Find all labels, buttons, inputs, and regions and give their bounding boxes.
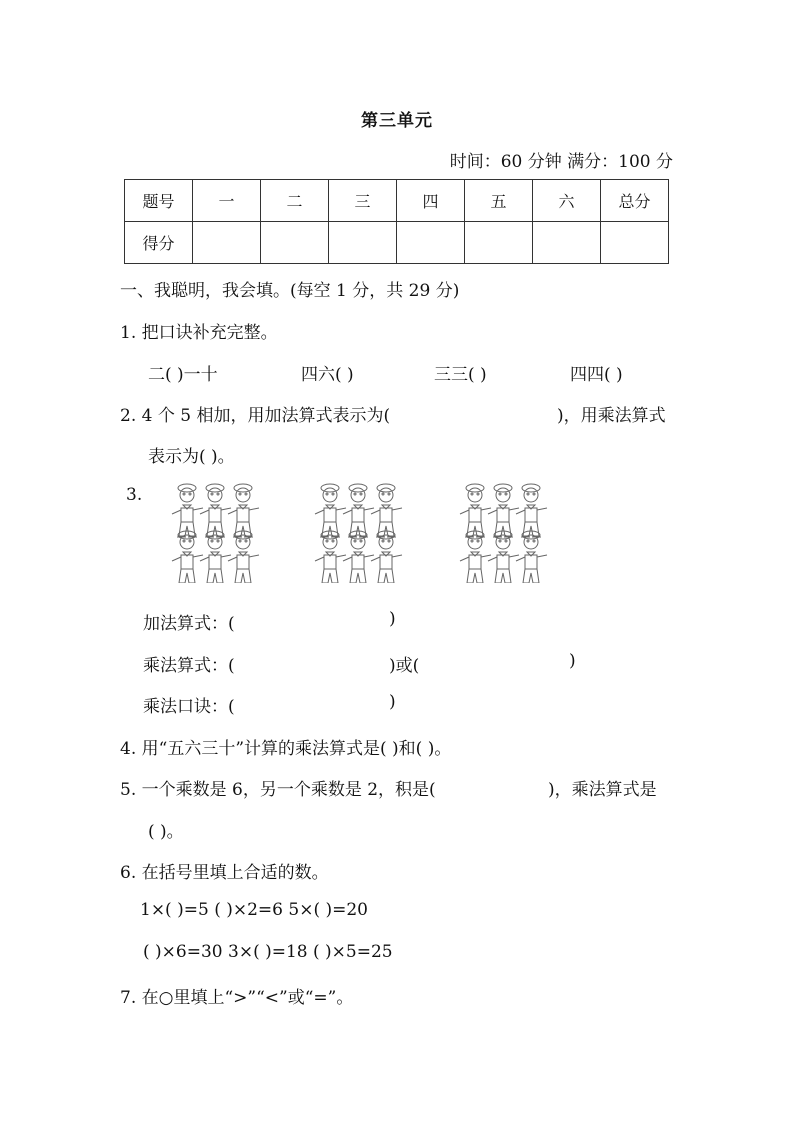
score-header-cell: 一 [193, 180, 261, 222]
q3-multiplication-close: ) [569, 651, 576, 671]
q3-addition-close: ) [389, 609, 396, 629]
question-6-row1: 1×( )=5 ( )×2=6 5×( )=20 [140, 900, 368, 920]
score-header-cell: 六 [533, 180, 601, 222]
question-7: 7. 在○里填上“>”“<”或“=”。 [120, 988, 354, 1008]
score-cell[interactable] [465, 222, 533, 264]
q3-addition-label: 加法算式：( [143, 614, 235, 634]
exam-time-score: 时间：60 分钟 满分：100 分 [449, 152, 673, 172]
question-2-line1: 2. 4 个 5 相加，用加法算式表示为( [120, 406, 391, 426]
q1-item: 三三( ) [434, 365, 487, 385]
score-cell[interactable] [261, 222, 329, 264]
q3-rhyme-label: 乘法口诀：( [143, 697, 235, 717]
question-6-stem: 6. 在括号里填上合适的数。 [120, 863, 329, 883]
score-table [124, 179, 669, 264]
score-header-cell: 五 [465, 180, 533, 222]
q3-multiplication-or: )或( [389, 656, 420, 676]
score-header-cell: 三 [329, 180, 397, 222]
score-header-cell: 二 [261, 180, 329, 222]
section-heading: 一、我聪明，我会填。(每空 1 分，共 29 分) [120, 281, 460, 301]
score-header-cell: 四 [397, 180, 465, 222]
clown-group-1 [172, 484, 259, 583]
q3-rhyme-close: ) [389, 692, 396, 712]
question-5-line2: ( )。 [148, 822, 184, 842]
clown-figures-illustration [165, 483, 580, 583]
score-table-score-row [125, 222, 669, 264]
score-cell[interactable] [193, 222, 261, 264]
question-2-line1-end: )，用乘法算式 [557, 406, 666, 426]
q3-multiplication-label: 乘法算式：( [143, 656, 235, 676]
question-2-line2: 表示为( )。 [148, 447, 235, 467]
q1-item: 四六( ) [301, 365, 354, 385]
question-1-stem: 1. 把口诀补充完整。 [120, 323, 278, 343]
score-cell[interactable] [397, 222, 465, 264]
q1-item: 二( )一十 [148, 365, 218, 385]
score-cell[interactable] [329, 222, 397, 264]
score-row-label: 得分 [125, 222, 193, 264]
question-3-number: 3. [126, 485, 143, 505]
clown-group-2 [315, 484, 402, 583]
score-header-cell: 题号 [125, 180, 193, 222]
question-5-line1: 5. 一个乘数是 6，另一个乘数是 2，积是( [120, 780, 436, 800]
score-cell[interactable] [533, 222, 601, 264]
question-6-row2: ( )×6=30 3×( )=18 ( )×5=25 [143, 942, 393, 962]
q1-item: 四四( ) [570, 365, 623, 385]
clown-group-3 [460, 484, 547, 583]
score-table-header-row [125, 180, 669, 222]
page-title: 第三单元 [361, 111, 433, 131]
score-cell[interactable] [601, 222, 669, 264]
question-5-line1-end: )，乘法算式是 [548, 780, 657, 800]
score-header-cell: 总分 [601, 180, 669, 222]
question-4: 4. 用“五六三十”计算的乘法算式是( )和( )。 [120, 739, 452, 759]
